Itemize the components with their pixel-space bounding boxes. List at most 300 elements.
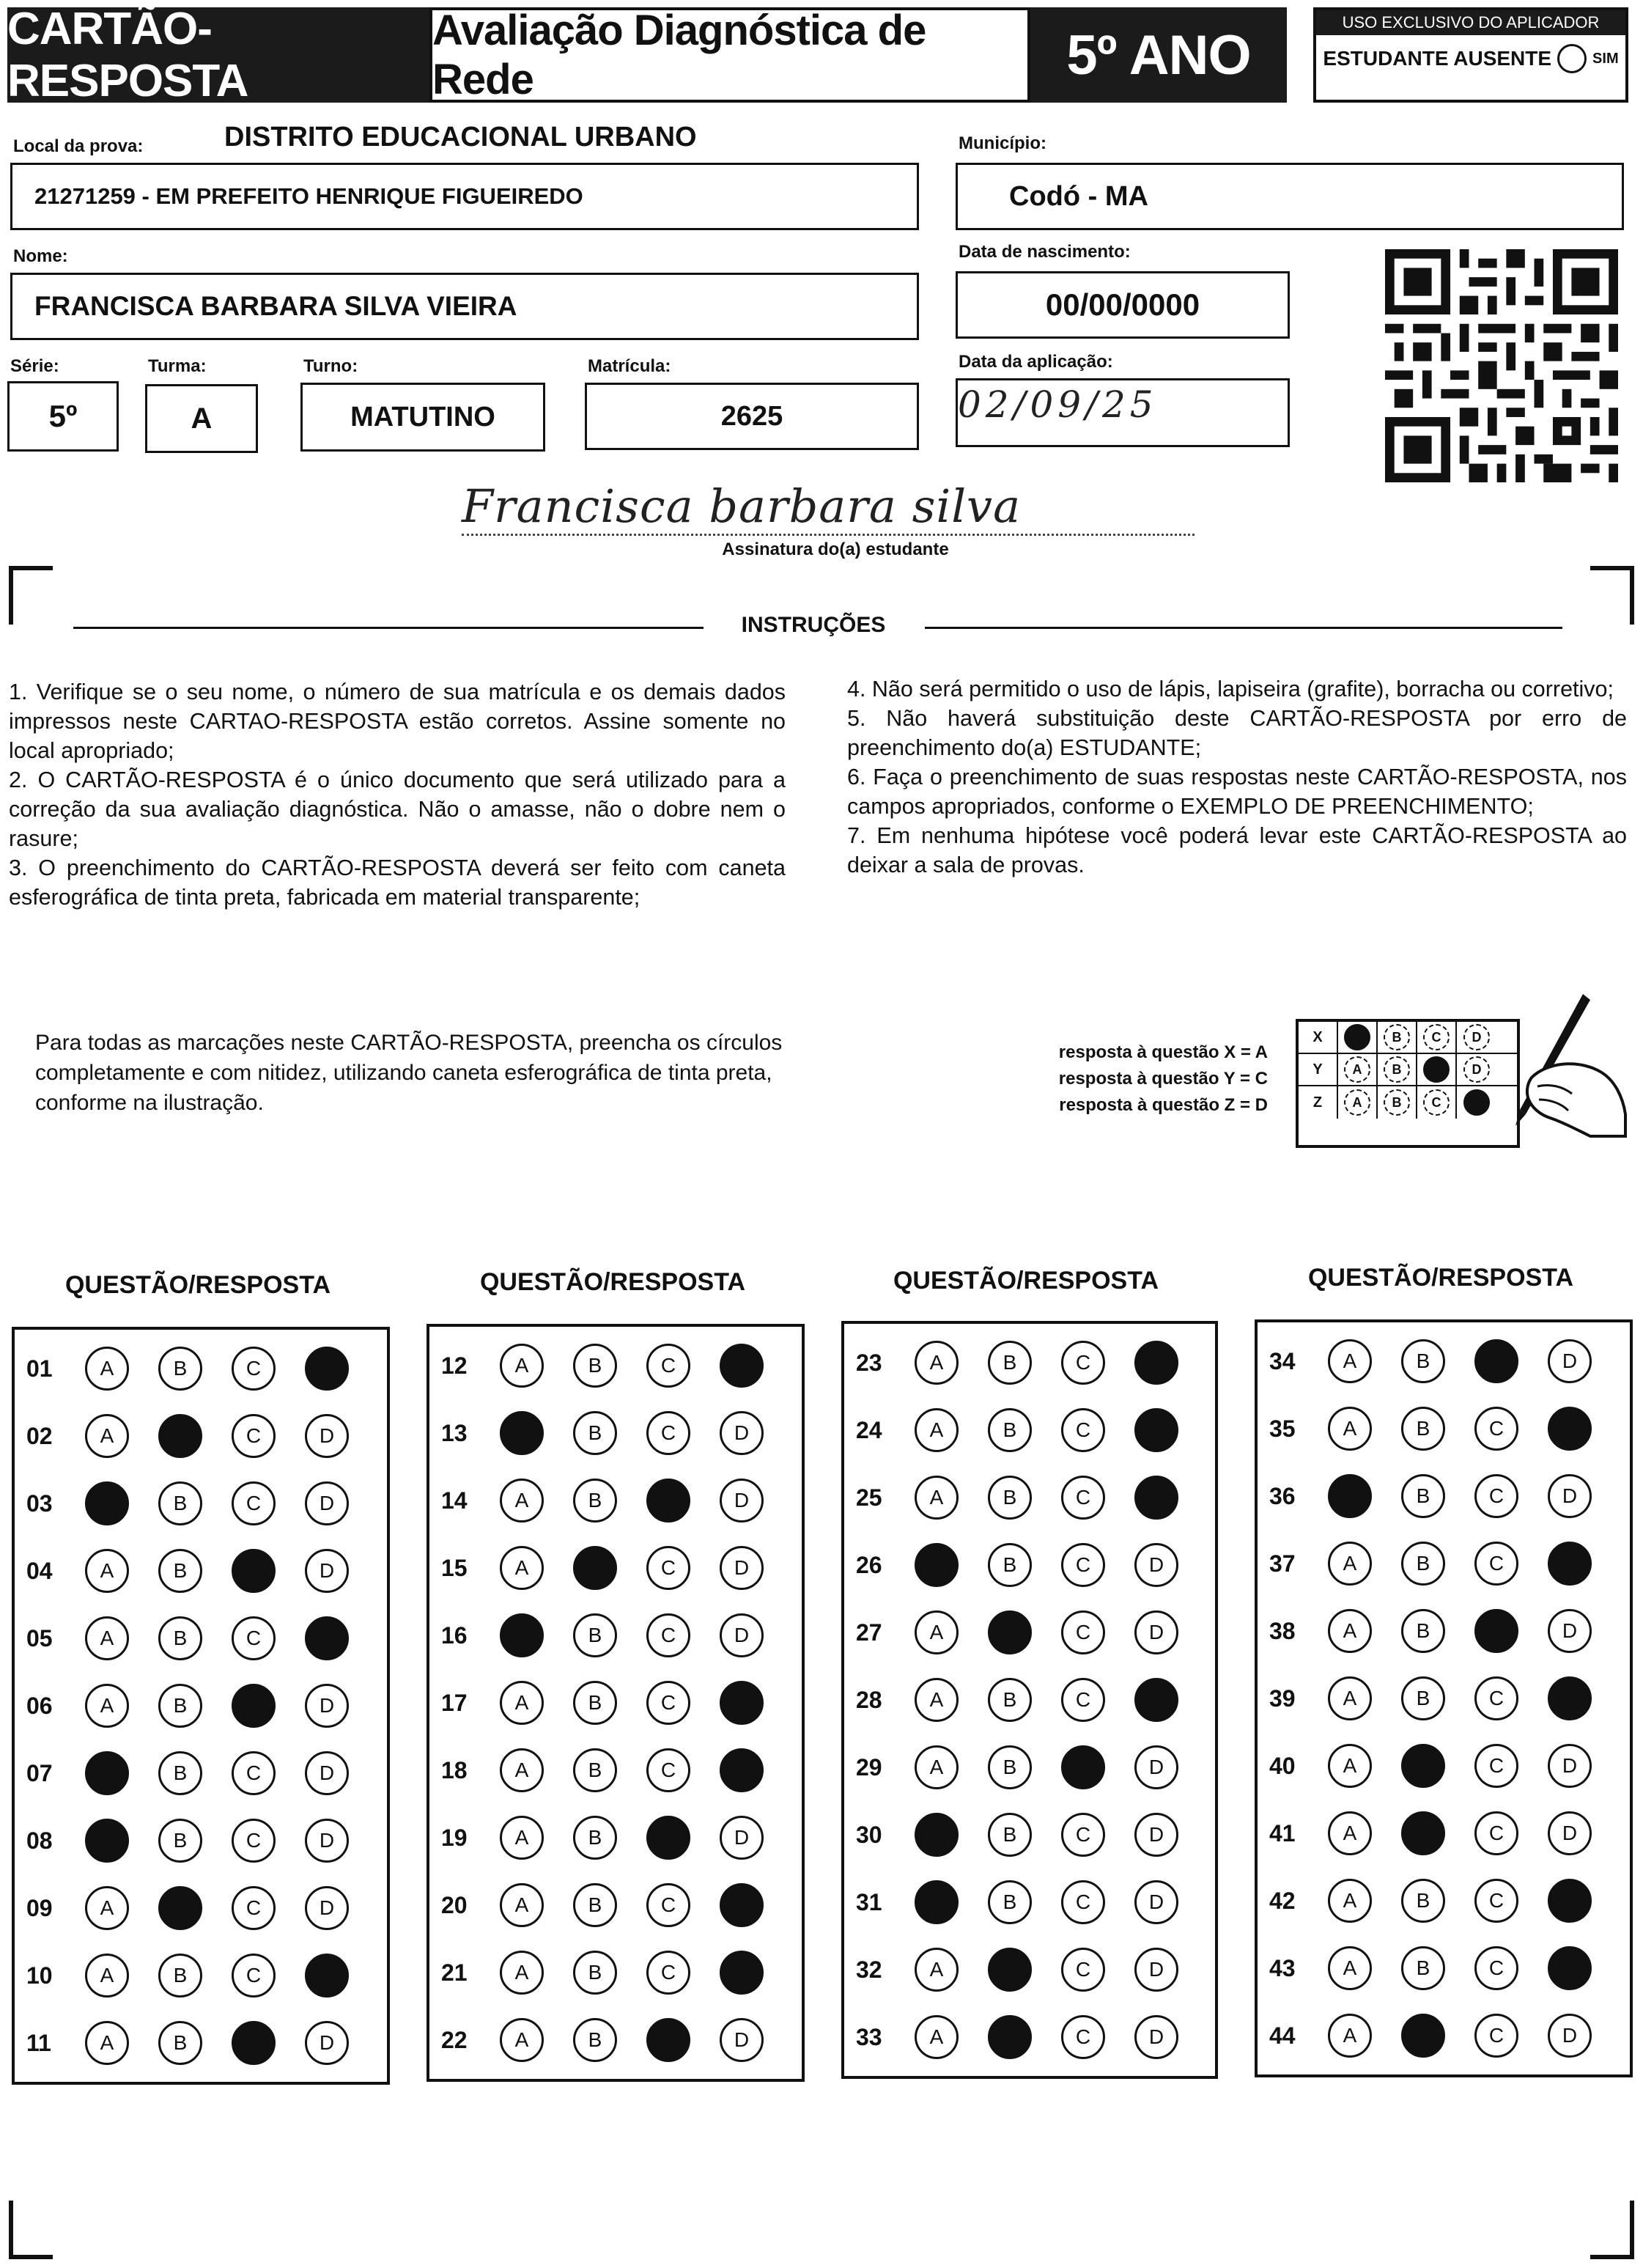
answer-bubble-d[interactable]: D (305, 1549, 349, 1593)
corner-mark-top-left (9, 566, 53, 625)
answer-bubble-c[interactable]: C (1061, 1610, 1105, 1654)
answer-bubble-b[interactable] (988, 2015, 1032, 2059)
answer-row (429, 1475, 802, 1526)
answer-bubble-a[interactable] (1328, 1474, 1372, 1518)
answer-bubble-c[interactable]: C (1061, 1543, 1105, 1587)
answer-bubble-b[interactable] (1401, 1811, 1445, 1855)
question-number: 13 (441, 1419, 468, 1446)
grade-badge: 5º ANO (1030, 7, 1287, 103)
answer-bubble-c[interactable]: C (232, 1886, 276, 1930)
answer-row (844, 1337, 1215, 1388)
answer-bubble-c[interactable] (232, 1684, 276, 1728)
answer-bubble-d[interactable]: D (305, 1751, 349, 1795)
answer-bubble-c[interactable]: C (646, 1546, 690, 1590)
answer-row (15, 1680, 387, 1731)
answer-bubble-d[interactable] (1134, 1341, 1178, 1385)
application-date-label: Data da aplicação: (959, 352, 1113, 372)
answer-bubble-a[interactable] (85, 1751, 129, 1795)
answer-row (844, 1607, 1215, 1658)
answer-row (429, 1610, 802, 1661)
question-number: 25 (856, 1484, 882, 1511)
answer-bubble-b[interactable]: B (988, 1678, 1032, 1722)
answer-bubble-c[interactable]: C (1474, 1407, 1518, 1451)
answer-bubble-d[interactable] (1548, 1542, 1592, 1586)
answer-bubble-b[interactable]: B (573, 1411, 617, 1455)
application-date-field (956, 378, 1290, 447)
question-number: 04 (26, 1557, 53, 1584)
answer-bubble-c[interactable]: C (646, 1613, 690, 1657)
answer-bubble-c[interactable]: C (232, 1819, 276, 1863)
answer-bubble-b[interactable]: B (988, 1543, 1032, 1587)
birth-value: 00/00/0000 (1045, 287, 1200, 322)
answer-bubble-d[interactable]: D (305, 1684, 349, 1728)
answer-bubble-c[interactable]: C (1474, 1811, 1518, 1855)
answer-bubble-d[interactable]: D (305, 2021, 349, 2065)
answer-bubble-c[interactable]: C (232, 1414, 276, 1458)
answer-bubble-a[interactable]: A (915, 1745, 959, 1789)
answer-row (1258, 2010, 1630, 2061)
answer-bubble-a[interactable]: A (500, 1479, 544, 1523)
answer-bubble-c[interactable]: C (1474, 1676, 1518, 1720)
answer-bubble-d[interactable] (305, 1954, 349, 1998)
answer-bubble-a[interactable]: A (1328, 1676, 1372, 1720)
answer-bubble-b[interactable] (1401, 1744, 1445, 1788)
answer-bubble-a[interactable]: A (500, 2018, 544, 2062)
answer-bubble-c[interactable] (646, 2018, 690, 2062)
question-number: 09 (26, 1894, 53, 1921)
answer-bubble-b[interactable]: B (1401, 1542, 1445, 1586)
question-number: 07 (26, 1759, 53, 1786)
answer-bubble-a[interactable]: A (500, 1951, 544, 1995)
answer-bubble-c[interactable]: C (232, 1954, 276, 1998)
answer-bubble-b[interactable]: B (988, 1745, 1032, 1789)
absent-option: SIM (1592, 50, 1619, 67)
answer-row (15, 1545, 387, 1597)
answer-row (15, 1613, 387, 1664)
answer-bubble-a[interactable]: A (500, 1816, 544, 1860)
series-field (7, 381, 119, 452)
answer-bubble-b[interactable]: B (1401, 1609, 1445, 1653)
municipality-field (956, 163, 1624, 230)
answer-bubble-d[interactable]: D (1548, 1339, 1592, 1383)
answer-bubble-d[interactable] (720, 1344, 764, 1388)
answer-row (1258, 1875, 1630, 1926)
answer-bubble-a[interactable]: A (85, 1414, 129, 1458)
question-number: 05 (26, 1624, 53, 1652)
answer-bubble-d[interactable]: D (720, 1546, 764, 1590)
example-bubble (1344, 1024, 1370, 1050)
answer-bubble-c[interactable]: C (1061, 1476, 1105, 1520)
answer-bubble-c[interactable]: C (646, 1951, 690, 1995)
answer-bubble-b[interactable]: B (573, 1816, 617, 1860)
example-question: Y (1299, 1054, 1338, 1085)
answer-bubble-d[interactable]: D (1134, 1880, 1178, 1924)
example-question: X (1299, 1022, 1338, 1053)
answer-bubble-b[interactable]: B (988, 1880, 1032, 1924)
answer-row (429, 1677, 802, 1728)
answer-row (429, 1407, 802, 1459)
question-number: 19 (441, 1824, 468, 1851)
question-number: 16 (441, 1621, 468, 1649)
instructions-rule-left (73, 627, 704, 629)
answer-bubble-a[interactable]: A (85, 1886, 129, 1930)
question-number: 26 (856, 1551, 882, 1578)
instruction-item: 2. O CARTÃO-RESPOSTA é o único documento que será utilizado para a correção da sua avaliação diagnóstica. Não o amasse, não o dobre nem o rasure; (9, 767, 786, 851)
answer-bubble-b[interactable] (988, 1610, 1032, 1654)
answer-row (429, 1812, 802, 1863)
answer-bubble-d[interactable]: D (1134, 1813, 1178, 1857)
answer-bubble-b[interactable]: B (158, 1616, 202, 1660)
answer-bubble-c[interactable]: C (646, 1411, 690, 1455)
answer-bubble-b[interactable]: B (988, 1341, 1032, 1385)
answer-bubble-d[interactable]: D (305, 1481, 349, 1525)
answer-bubble-a[interactable]: A (85, 1684, 129, 1728)
answer-bubble-b[interactable]: B (158, 1954, 202, 1998)
answer-bubble-a[interactable] (915, 1813, 959, 1857)
answers-title-4: QUESTÃO/RESPOSTA (1307, 1264, 1574, 1292)
enrollment-value: 2625 (720, 400, 783, 432)
answer-bubble-a[interactable]: A (85, 2021, 129, 2065)
answer-row (1258, 1605, 1630, 1657)
municipality-label: Município: (959, 133, 1046, 153)
answer-bubble-b[interactable]: B (988, 1408, 1032, 1452)
answer-row (429, 2014, 802, 2066)
example-bubble: D (1463, 1024, 1490, 1050)
exam-location-value: 21271259 - EM PREFEITO HENRIQUE FIGUEIREDO (34, 183, 583, 209)
answer-bubble-d[interactable]: D (305, 1886, 349, 1930)
answer-row (15, 1882, 387, 1934)
series-value: 5º (48, 399, 78, 433)
exam-location-label: Local da prova: (13, 136, 144, 156)
answer-bubble-d[interactable] (720, 1951, 764, 1995)
answer-row (429, 1340, 802, 1391)
answer-bubble-c[interactable]: C (1474, 2014, 1518, 2058)
answer-bubble-c[interactable]: C (1061, 1948, 1105, 1992)
answer-column-4 (1255, 1319, 1633, 2077)
answer-bubble-c[interactable]: C (1474, 1946, 1518, 1990)
answer-bubble-a[interactable]: A (1328, 2014, 1372, 2058)
answer-row (1258, 1740, 1630, 1792)
name-label: Nome: (13, 246, 68, 266)
answer-bubble-d[interactable]: D (1134, 2015, 1178, 2059)
question-number: 40 (1269, 1752, 1296, 1779)
answer-bubble-a[interactable]: A (915, 1610, 959, 1654)
answer-row (1258, 1808, 1630, 1859)
answer-bubble-a[interactable]: A (500, 1681, 544, 1725)
answer-bubble-a[interactable]: A (915, 1408, 959, 1452)
answer-bubble-d[interactable] (1548, 1407, 1592, 1451)
answer-bubble-c[interactable]: C (1474, 1744, 1518, 1788)
answer-bubble-a[interactable]: A (1328, 1879, 1372, 1923)
answer-bubble-b[interactable]: B (1401, 1879, 1445, 1923)
answer-row (844, 1944, 1215, 1995)
answer-bubble-d[interactable] (305, 1616, 349, 1660)
district-name: DISTRITO EDUCACIONAL URBANO (224, 122, 697, 152)
exam-location-field (10, 163, 919, 230)
corner-mark-top-right (1590, 566, 1634, 625)
birth-label: Data de nascimento: (959, 242, 1131, 262)
pen-hand-illustration (1480, 990, 1627, 1144)
class-field (145, 384, 258, 453)
answer-column-1 (12, 1327, 390, 2085)
answer-bubble-b[interactable]: B (573, 2018, 617, 2062)
answer-bubble-c[interactable]: C (646, 1681, 690, 1725)
answer-bubble-d[interactable]: D (720, 1613, 764, 1657)
answer-row (844, 1809, 1215, 1860)
answer-column-3 (841, 1321, 1218, 2079)
answer-bubble-b[interactable]: B (988, 1813, 1032, 1857)
answer-bubble-a[interactable]: A (85, 1347, 129, 1391)
name-value: FRANCISCA BARBARA SILVA VIEIRA (34, 291, 517, 321)
answer-bubble-c[interactable]: C (646, 1883, 690, 1927)
answer-bubble-d[interactable] (305, 1347, 349, 1391)
answer-column-2 (427, 1324, 805, 2082)
question-number: 01 (26, 1355, 53, 1382)
answer-bubble-b[interactable]: B (1401, 1407, 1445, 1451)
answer-bubble-b[interactable]: B (158, 1481, 202, 1525)
answer-bubble-a[interactable] (85, 1819, 129, 1863)
question-number: 42 (1269, 1887, 1296, 1914)
question-number: 03 (26, 1490, 53, 1517)
answer-bubble-a[interactable]: A (500, 1883, 544, 1927)
answer-bubble-b[interactable]: B (158, 1549, 202, 1593)
question-number: 41 (1269, 1819, 1296, 1847)
answer-bubble-b[interactable]: B (573, 1883, 617, 1927)
question-number: 44 (1269, 2022, 1296, 2049)
answer-bubble-d[interactable]: D (720, 1411, 764, 1455)
answer-bubble-c[interactable]: C (1061, 1813, 1105, 1857)
answer-bubble-d[interactable] (1134, 1678, 1178, 1722)
question-number: 23 (856, 1349, 882, 1376)
answer-bubble-a[interactable]: A (915, 1476, 959, 1520)
answer-row (15, 1815, 387, 1866)
answer-row (429, 1947, 802, 1998)
answer-bubble-d[interactable]: D (1548, 1744, 1592, 1788)
name-field (10, 273, 919, 340)
answer-bubble-a[interactable]: A (1328, 1744, 1372, 1788)
student-signature: Francisca barbara silva (462, 479, 1022, 533)
shift-value: MATUTINO (350, 401, 495, 432)
answer-bubble-a[interactable]: A (1328, 1339, 1372, 1383)
instruction-item: 4. Não será permitido o uso de lápis, lapiseira (grafite), borracha ou corretivo; (847, 677, 1614, 702)
answer-bubble-b[interactable] (573, 1546, 617, 1590)
answer-bubble-d[interactable]: D (1134, 1745, 1178, 1789)
answer-bubble-b[interactable]: B (158, 2021, 202, 2065)
answer-bubble-b[interactable]: B (1401, 1474, 1445, 1518)
class-label: Turma: (148, 356, 207, 376)
answer-bubble-a[interactable]: A (1328, 1946, 1372, 1990)
example-bubble: A (1344, 1089, 1370, 1116)
answer-bubble-d[interactable]: D (720, 1816, 764, 1860)
enrollment-label: Matrícula: (588, 356, 671, 376)
instruction-item: 3. O preenchimento do CARTÃO-RESPOSTA deverá ser feito com caneta esferográfica de tinta preta, fabricada em material transparente; (9, 855, 786, 910)
answer-bubble-c[interactable] (1474, 1339, 1518, 1383)
answer-bubble-c[interactable]: C (646, 1748, 690, 1792)
question-number: 35 (1269, 1415, 1296, 1442)
answer-bubble-b[interactable]: B (1401, 1946, 1445, 1990)
answer-bubble-a[interactable]: A (1328, 1811, 1372, 1855)
answer-bubble-c[interactable] (232, 2021, 276, 2065)
answer-bubble-a[interactable]: A (1328, 1407, 1372, 1451)
answer-bubble-c[interactable]: C (232, 1481, 276, 1525)
question-number: 21 (441, 1959, 468, 1986)
answer-bubble-a[interactable]: A (85, 1954, 129, 1998)
answer-bubble-c[interactable]: C (1474, 1542, 1518, 1586)
answer-bubble-d[interactable]: D (1548, 1474, 1592, 1518)
answer-bubble-c[interactable]: C (1061, 2015, 1105, 2059)
answer-bubble-c[interactable]: C (1061, 1408, 1105, 1452)
answer-bubble-b[interactable]: B (158, 1819, 202, 1863)
absent-checkbox[interactable] (1557, 44, 1587, 73)
answer-bubble-d[interactable]: D (1134, 1610, 1178, 1654)
answer-bubble-b[interactable]: B (573, 1479, 617, 1523)
answer-bubble-b[interactable]: B (573, 1951, 617, 1995)
answer-bubble-a[interactable]: A (500, 1546, 544, 1590)
answer-bubble-c[interactable] (1061, 1745, 1105, 1789)
answer-bubble-c[interactable] (232, 1549, 276, 1593)
answer-bubble-c[interactable]: C (1061, 1341, 1105, 1385)
card-title: CARTÃO-RESPOSTA (7, 7, 429, 103)
instructions-right-column (847, 674, 1627, 880)
answer-bubble-d[interactable] (1134, 1408, 1178, 1452)
question-number: 32 (856, 1956, 882, 1983)
answer-row (15, 1478, 387, 1529)
answer-bubble-a[interactable]: A (915, 1678, 959, 1722)
question-number: 27 (856, 1619, 882, 1646)
answer-bubble-a[interactable]: A (85, 1616, 129, 1660)
instructions-rule-right (925, 627, 1562, 629)
signature-label: Assinatura do(a) estudante (722, 540, 949, 559)
qr-code (1385, 249, 1618, 482)
question-number: 29 (856, 1753, 882, 1781)
answer-bubble-d[interactable] (720, 1883, 764, 1927)
answer-row (1258, 1403, 1630, 1454)
answer-row (844, 1472, 1215, 1523)
answer-bubble-c[interactable]: C (232, 1347, 276, 1391)
shift-field (300, 383, 545, 452)
answer-bubble-d[interactable]: D (1134, 1948, 1178, 1992)
answer-bubble-b[interactable]: B (573, 1681, 617, 1725)
answer-bubble-b[interactable]: B (158, 1751, 202, 1795)
answer-bubble-b[interactable]: B (573, 1344, 617, 1388)
question-number: 31 (856, 1888, 882, 1915)
answer-bubble-b[interactable]: B (158, 1684, 202, 1728)
answer-bubble-d[interactable] (1548, 1676, 1592, 1720)
answer-bubble-b[interactable]: B (988, 1476, 1032, 1520)
answer-bubble-b[interactable] (988, 1948, 1032, 1992)
answer-bubble-a[interactable]: A (915, 1948, 959, 1992)
answer-bubble-d[interactable]: D (305, 1819, 349, 1863)
answer-bubble-a[interactable]: A (1328, 1542, 1372, 1586)
answer-bubble-c[interactable]: C (646, 1344, 690, 1388)
answer-bubble-c[interactable]: C (1474, 1879, 1518, 1923)
answer-bubble-d[interactable] (720, 1748, 764, 1792)
question-number: 06 (26, 1692, 53, 1719)
answer-bubble-c[interactable]: C (232, 1751, 276, 1795)
question-number: 34 (1269, 1347, 1296, 1374)
answer-bubble-d[interactable]: D (305, 1414, 349, 1458)
applicator-box (1313, 7, 1628, 103)
answer-bubble-a[interactable] (500, 1411, 544, 1455)
answer-bubble-c[interactable]: C (232, 1616, 276, 1660)
question-number: 02 (26, 1422, 53, 1449)
answer-bubble-a[interactable]: A (1328, 1609, 1372, 1653)
answer-bubble-a[interactable]: A (500, 1748, 544, 1792)
answer-bubble-c[interactable] (1474, 1609, 1518, 1653)
answer-row (15, 1410, 387, 1462)
example-bubble: B (1384, 1056, 1410, 1083)
question-number: 10 (26, 1962, 53, 1989)
answer-row (1258, 1470, 1630, 1522)
answer-row (1258, 1673, 1630, 1724)
example-question: Z (1299, 1086, 1338, 1119)
answer-row (15, 2017, 387, 2069)
answer-bubble-c[interactable]: C (1061, 1880, 1105, 1924)
answers-title-1: QUESTÃO/RESPOSTA (64, 1271, 331, 1299)
answer-bubble-d[interactable]: D (1548, 1811, 1592, 1855)
answer-bubble-b[interactable] (1401, 2014, 1445, 2058)
answer-row (844, 1404, 1215, 1456)
answer-bubble-a[interactable]: A (500, 1344, 544, 1388)
answer-bubble-b[interactable]: B (158, 1347, 202, 1391)
question-number: 20 (441, 1891, 468, 1918)
answer-bubble-a[interactable]: A (85, 1549, 129, 1593)
answer-bubble-a[interactable] (500, 1613, 544, 1657)
answer-bubble-d[interactable] (1548, 1946, 1592, 1990)
instructions-title: INSTRUÇÕES (741, 613, 886, 637)
answer-bubble-c[interactable] (646, 1816, 690, 1860)
example-legend (967, 1039, 1268, 1119)
answer-bubble-b[interactable]: B (573, 1748, 617, 1792)
answer-bubble-d[interactable]: D (1548, 2014, 1592, 2058)
question-number: 24 (856, 1416, 882, 1443)
answer-bubble-c[interactable] (646, 1479, 690, 1523)
answer-bubble-c[interactable]: C (1061, 1678, 1105, 1722)
answer-bubble-a[interactable]: A (915, 1341, 959, 1385)
answer-row (429, 1542, 802, 1594)
answers-title-3: QUESTÃO/RESPOSTA (893, 1267, 1159, 1295)
answer-bubble-d[interactable]: D (1548, 1609, 1592, 1653)
example-bubble: C (1423, 1089, 1450, 1116)
answer-bubble-d[interactable] (1134, 1476, 1178, 1520)
fill-instructions: Para todas as marcações neste CARTÃO-RESPOSTA, preencha os círculos completamente e com nitidez, utilizando caneta esferográfica de tinta preta, conforme na ilustração. (35, 1031, 783, 1115)
answer-row (844, 1877, 1215, 1928)
answer-row (1258, 1943, 1630, 1994)
answer-row (1258, 1336, 1630, 1387)
question-number: 08 (26, 1827, 53, 1854)
answer-bubble-c[interactable]: C (1474, 1474, 1518, 1518)
answers-title-2: QUESTÃO/RESPOSTA (479, 1268, 746, 1296)
example-bubble: D (1463, 1056, 1490, 1083)
answer-bubble-d[interactable] (720, 1681, 764, 1725)
answer-bubble-a[interactable]: A (915, 2015, 959, 2059)
answer-bubble-b[interactable]: B (1401, 1339, 1445, 1383)
example-legend-item: resposta à questão Y = C (1058, 1069, 1268, 1089)
answer-bubble-b[interactable]: B (1401, 1676, 1445, 1720)
answer-bubble-b[interactable] (158, 1886, 202, 1930)
answer-bubble-d[interactable]: D (720, 1479, 764, 1523)
answer-bubble-a[interactable] (915, 1543, 959, 1587)
birth-field (956, 271, 1290, 339)
answer-bubble-d[interactable]: D (720, 2018, 764, 2062)
answer-bubble-a[interactable] (85, 1481, 129, 1525)
question-number: 30 (856, 1821, 882, 1848)
answer-bubble-b[interactable]: B (573, 1613, 617, 1657)
answer-bubble-d[interactable]: D (1134, 1543, 1178, 1587)
answer-bubble-b[interactable] (158, 1414, 202, 1458)
answer-bubble-a[interactable] (915, 1880, 959, 1924)
answer-bubble-d[interactable] (1548, 1879, 1592, 1923)
